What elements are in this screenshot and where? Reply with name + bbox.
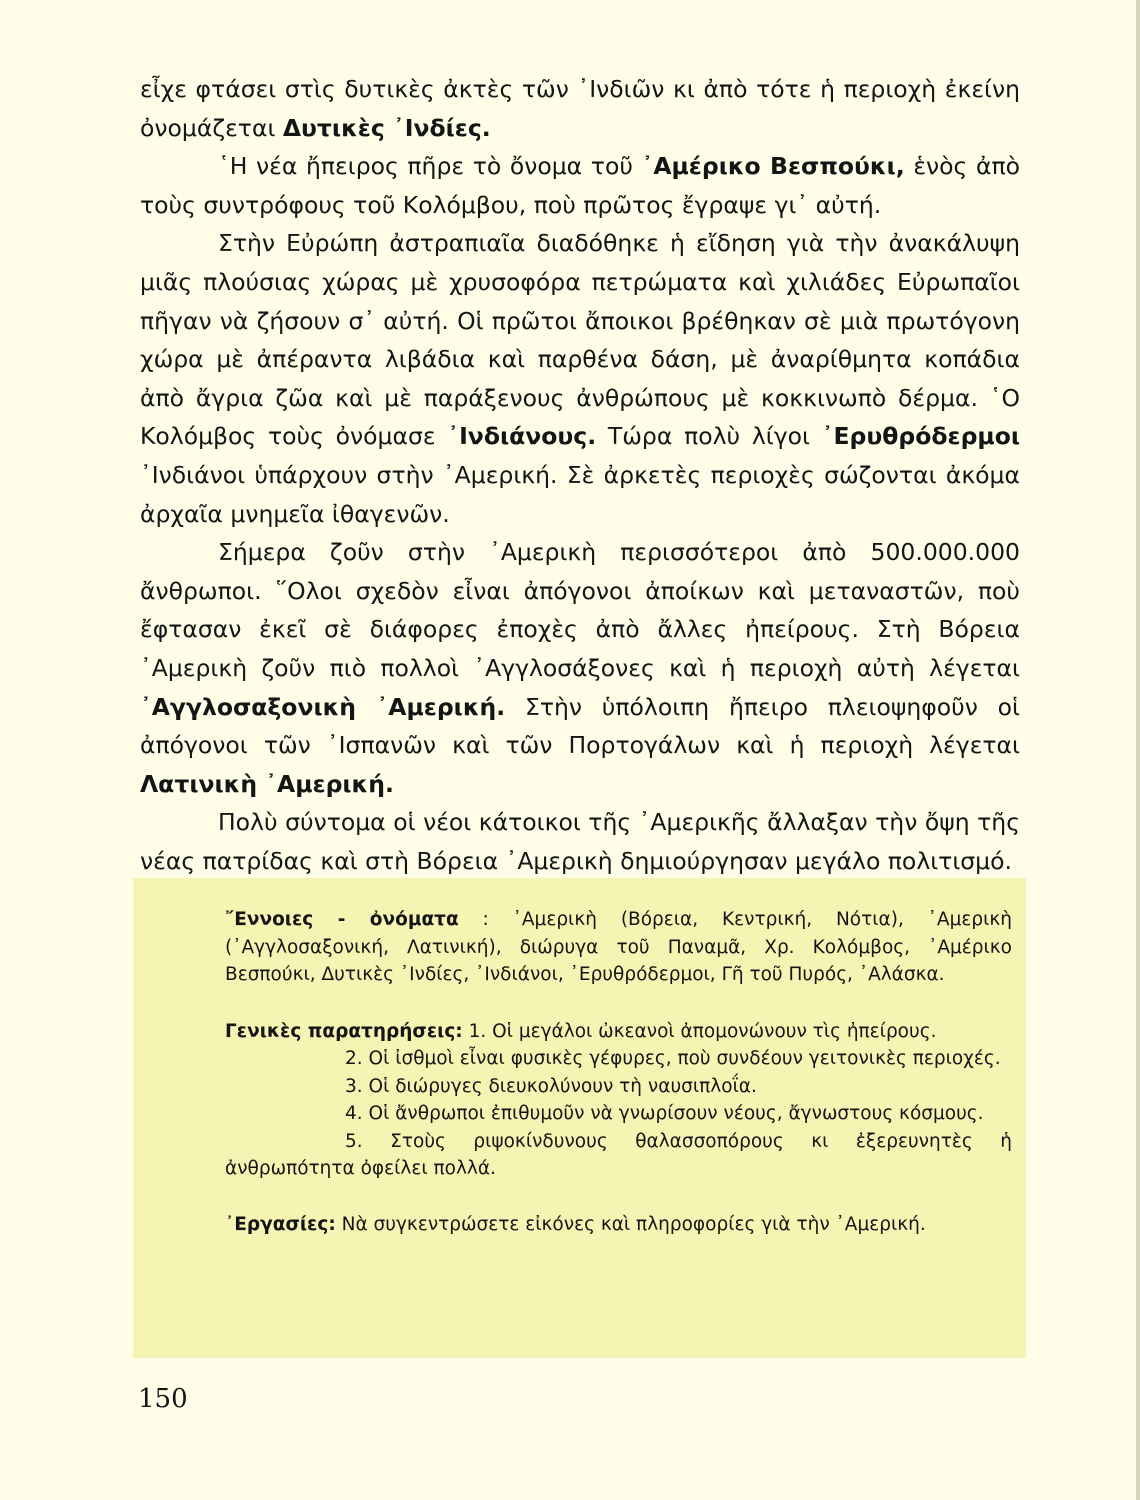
paragraph-4: [140, 533, 1020, 803]
paragraph-5-text: Πολὺ σύντομα οἱ νέοι κάτοικοι τῆς ᾿Αμερικῆς ἄλλαξαν τὴν ὄψη τῆς νέας πατρίδας καὶ στὴ Βόρεια ᾿Αμερικὴ δημιούργησαν μεγάλο πολιτισμό.: [140, 808, 1020, 875]
concepts-separator: :: [458, 909, 513, 930]
observation-1: 1. Οἱ μεγάλοι ὠκεανοὶ ἀπομονώνουν τὶς ἠπείρους.: [468, 1020, 937, 1042]
concepts-paragraph: [225, 906, 1012, 989]
paragraph-3-text-b: Τώρα πολὺ λίγοι: [596, 422, 822, 451]
paragraph-3-text-a: Στὴν Εὐρώπη ἀστραπιαῖα διαδόθηκε ἡ εἴδηση γιὰ τὴν ἀνακάλυψη μιᾶς πλούσιας χώρας μὲ χρυσοφόρα πετρώματα καὶ χιλιάδες Εὐρωπαῖοι πῆγαν νὰ ζήσουν σ᾿ αὐτή. Οἱ πρῶτοι ἄποικοι βρέθηκαν σὲ μιὰ πρωτόγονη χώρα μὲ ἀπέραντα λιβάδια καὶ παρθένα δάση, μὲ ἀναρίθμητα κοπάδια ἀπὸ ἄγρια ζῶα καὶ μὲ παράξενους ἀνθρώπους μὲ κοκκινωπὸ δέρμα. ῾Ο Κολόμβος τοὺς ὀνόμασε: [140, 229, 1020, 451]
paragraph-5: [140, 803, 1020, 880]
observation-3: 3. Οἱ διώρυγες διευκολύνουν τὴ ναυσιπλοΐα.: [345, 1075, 757, 1097]
term-erythrodermoi: ᾿Ερυθρόδερμοι: [821, 422, 1020, 451]
paragraph-3-text-c: ᾿Ινδιάνοι ὑπάρχουν στὴν ᾿Αμερική. Σὲ ἀρκετὲς περιοχὲς σώζονται ἀκόμα ἀρχαῖα μνημεῖα ἰθαγενῶν.: [140, 460, 1020, 528]
paragraph-1-text: εἶχε φτάσει στὶς δυτικὲς ἀκτὲς τῶν ᾿Ινδιῶν κι ἀπὸ τότε ἡ περιοχὴ ἐκείνη ὀνομάζεται: [140, 75, 1020, 142]
paragraph-2-text-b: ἑνὸς ἀπὸ τοὺς συντρόφους τοῦ Κολόμβου, ποὺ πρῶτος ἔγραψε γι᾿ αὐτή.: [140, 152, 1020, 219]
observation-5: 5. Στοὺς ριψοκίνδυνους θαλασσοπόρους κι ἐξερευνητὲς ἡ ἀνθρωπότητα ὀφείλει πολλά.: [225, 1130, 1012, 1179]
paragraph-2: [140, 147, 1020, 224]
paragraph-1: [140, 70, 1020, 147]
paragraph-3: [140, 224, 1020, 533]
summary-box: [133, 878, 1026, 1358]
page-edge: [1136, 0, 1140, 1500]
concepts-label: ῎Εννοιες - ὀνόματα: [225, 909, 459, 930]
page-number: 150: [138, 1384, 188, 1414]
paragraph-2-text-a: ῾Η νέα ἤπειρος πῆρε τὸ ὄνομα τοῦ: [218, 152, 642, 181]
general-observations-label: Γενικὲς παρατηρήσεις:: [225, 1020, 463, 1042]
term-indianous: ᾿Ινδιάνους.: [447, 422, 597, 451]
paragraph-4-text-b: Στὴν ὑπόλοιπη ἤπειρο πλειοψηφοῦν οἱ ἀπόγονοι τῶν ᾿Ισπανῶν καὶ τῶν Πορτογάλων καὶ ἡ περιοχὴ λέγεται: [140, 692, 1020, 760]
tasks-text: Νὰ συγκεντρώσετε εἰκόνες καὶ πληροφορίες γιὰ τὴν ᾿Αμερική.: [341, 1213, 926, 1235]
general-observations-first-line: [225, 1018, 1012, 1046]
term-ameriko-vespouki: ᾿Αμέρικο Βεσπούκι,: [641, 152, 905, 181]
term-latiniki-ameriki: Λατινικὴ ᾿Αμερική.: [140, 769, 394, 798]
term-dytikes-indies: Δυτικὲς ᾿Ινδίες.: [282, 113, 491, 142]
general-observations: [225, 1018, 1012, 1183]
concepts-text: ᾿Αμερικὴ (Βόρεια, Κεντρική, Νότια), ᾿Αμερικὴ (᾿Αγγλοσαξονική, Λατινική), διώρυγα τοῦ Παναμᾶ, Χρ. Κολόμβος, ᾿Αμέρικο Βεσπούκι, Δυτικὲς ᾿Ινδίες, ᾿Ινδιάνοι, ᾿Ερυθρόδερμοι, Γῆ τοῦ Πυρός, ᾿Αλάσκα.: [225, 909, 1012, 985]
main-text: [140, 70, 1020, 880]
term-anglosaxoniki-ameriki: ᾿Αγγλοσαξονικὴ ᾿Αμερική.: [140, 692, 506, 721]
tasks-paragraph: [225, 1211, 1012, 1239]
observation-4: 4. Οἱ ἄνθρωποι ἐπιθυμοῦν νὰ γνωρίσουν νέους, ἄγνωστους κόσμους.: [345, 1103, 984, 1124]
paragraph-4-text-a: Σήμερα ζοῦν στὴν ᾿Αμερικὴ περισσότεροι ἀπὸ 500.000.000 ἄνθρωποι. ῞Ολοι σχεδὸν εἶναι ἀπόγονοι ἀποίκων καὶ μεταναστῶν, ποὺ ἔφτασαν ἐκεῖ σὲ διάφορες ἐποχὲς ἀπὸ ἄλλες ἠπείρους. Στὴ Βόρεια ᾿Αμερικὴ ζοῦν πιὸ πολλοὶ ᾿Αγγλοσάξονες καὶ ἡ περιοχὴ αὐτὴ λέγεται: [140, 538, 1020, 682]
observation-2: 2. Οἱ ἰσθμοὶ εἶναι φυσικὲς γέφυρες, ποὺ συνδέουν γειτονικὲς περιοχές.: [345, 1048, 1001, 1069]
tasks-label: ᾿Εργασίες:: [225, 1213, 336, 1235]
